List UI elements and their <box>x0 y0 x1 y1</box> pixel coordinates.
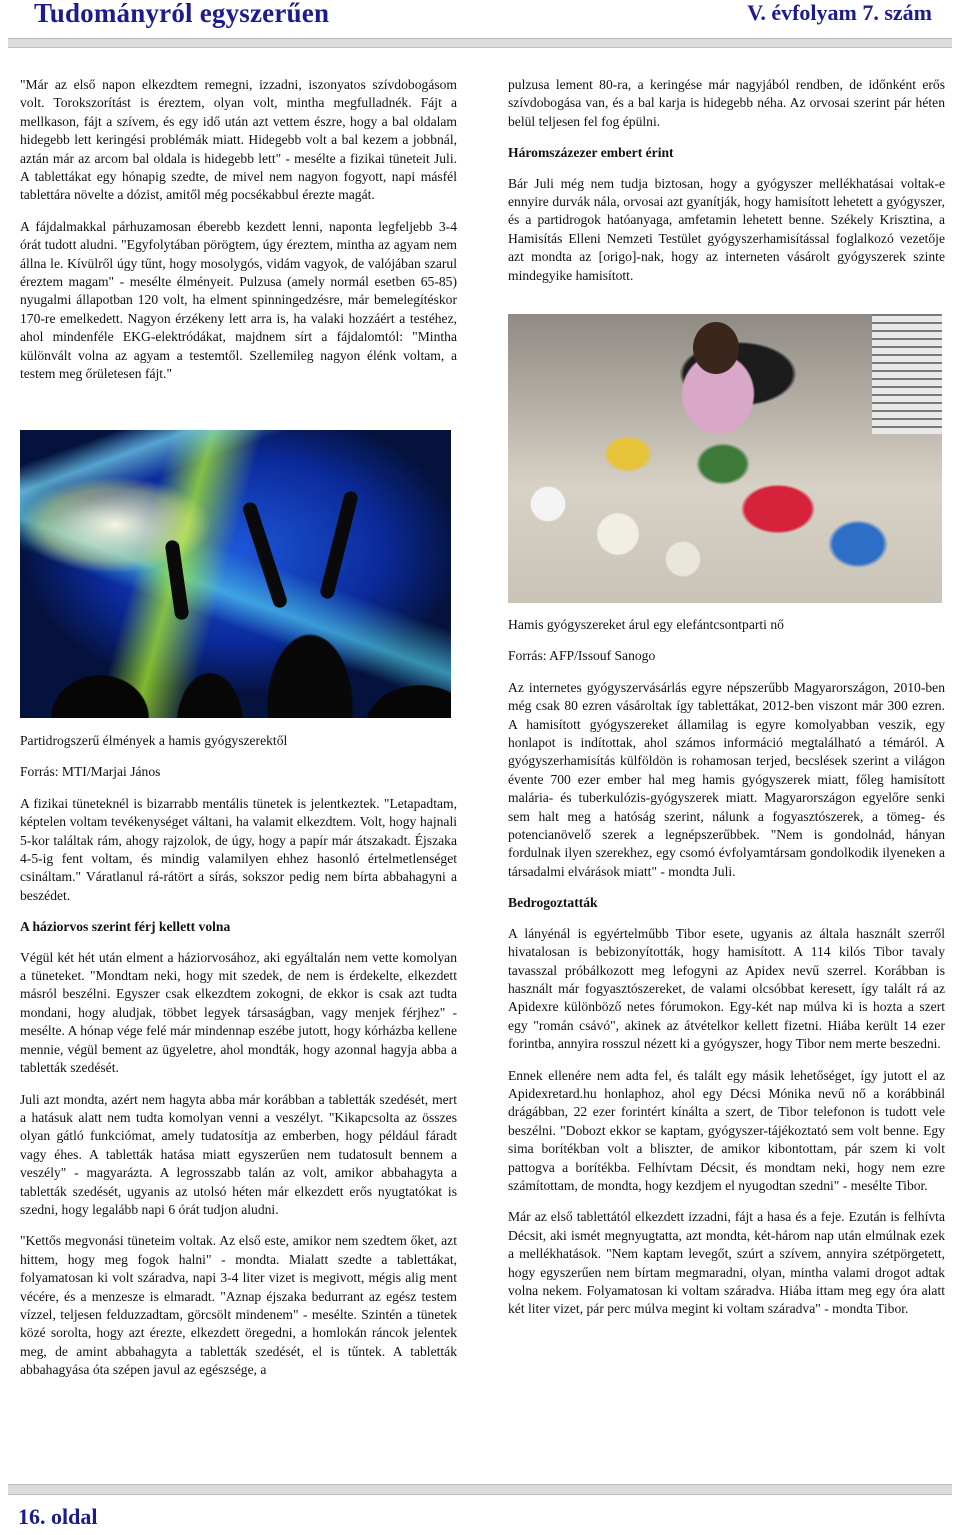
market-photo <box>508 314 942 603</box>
header-divider <box>8 38 952 48</box>
paragraph: pulzusa lement 80-ra, a keringése már nagyjából rendben, de időnként erős szívdobogása van, és a bal karja is hidegebb néha. Az orvosai szerint pár héten belül teljesen fel fog épülni. <box>508 77 945 129</box>
section-heading: Háromszázezer embert érint <box>508 145 674 161</box>
footer-divider <box>8 1484 952 1495</box>
photo-credit: Forrás: AFP/Issouf Sanogo <box>508 648 656 664</box>
section-heading: Bedrogoztatták <box>508 895 598 911</box>
issue-label: V. évfolyam 7. szám <box>747 0 932 25</box>
right-column-bottom <box>508 616 945 1332</box>
photo-caption: Hamis gyógyszereket árul egy elefántcsontparti nő <box>508 617 784 632</box>
right-column-top <box>508 76 945 298</box>
stall-shelves <box>872 314 942 434</box>
paragraph: A fájdalmakkal párhuzamosan éberebb kezdett lenni, naponta legfeljebb 3-4 órát tudott aludni. "Egyfolytában pörögtem, úgy éreztem, mintha az agyam nem állna le. Kívülről úgy tűnt, hogy mosolygós, vidám vagyok, de valójában szarul éreztem magam" - mesélte élményeit. Pulzusa (amely normál esetben 65-85) nyugalmi állapotban 120 volt, ha elment spinningedzésre, már bemelegítéskor 170-re emelkedett. Nagyon érzékeny lett arra is, ha valaki hozzáért a testéhez, ahol mindenféle EKG-elektródákat, majdnem sírt a fájdalomtól: "Mintha különvált volna az agyam a testemtől. Szellemileg nagyon élénk voltam, a testem meg őrületesen fájt." <box>20 218 457 382</box>
magazine-title: Tudományról egyszerűen <box>34 0 330 28</box>
crowd-silhouette <box>20 558 451 718</box>
paragraph: Bár Juli még nem tudja biztosan, hogy a gyógyszer mellékhatásai voltak-e ennyire durvák nála, orvosai azt gyanítják, hogy hamisított lehetett a gyógyszer, és a partidrogok hatóanyaga, amfetamin lehetett benne. Székely Krisztina, a Hamisítás Elleni Nemzeti Testület gyógyszerhamisítással foglalkozó vezetője azt mondta az [origo]-nak, hogy az interneten vásárolt gyógyszerek szinte mindegyike hamisított. <box>508 175 945 283</box>
page-number: 16. oldal <box>18 1504 98 1529</box>
paragraph: Ennek ellenére nem adta fel, és talált egy másik lehetőséget, így jutott el az Apidexretard.hu honlaphoz, ahol egy Décsi Mónika nevű nő a korábbinál drágábban, 22 ezer forintért kínálta a szert, de Tibor telefonon is tudott vele beszélni. "Dobozt ekkor se kaptam, gyógyszer-tájékoztató sem volt benne. Egy sima borítékban volt a bliszter, de amikor kibontottam, pár szem ki volt pattogva a borítékba. Felhívtam Décsit, és mondtam neki, hogy nem ezre számítottam, de mondta, hogy kezdjem el nyugodtan szedni" - mesélte Tibor. <box>508 1067 945 1193</box>
left-column-top <box>20 76 457 397</box>
vendor-head <box>693 322 739 374</box>
left-column-bottom <box>20 732 457 1393</box>
paragraph: Az internetes gyógyszervásárlás egyre népszerűbb Magyarországon, 2010-ben még csak 80 ezren vásároltak így tablettákat, 2012-ben viszont már 300 ezren. A hamisított gyógyszereket államilag is egyre komolyabban veszik, egy honlapot is indítottak, ahol számos információ megtalálható a témáról. A gyógyszerhamisítás külföldön is rohamosan terjed, becslések szerint a világon évente 700 ezer ember hal meg hamis gyógyszerek miatt, főleg hamisított malária- és tuberkulózis-gyógyszerek miatt. Magyarországon egyelőre senki sem halt meg a hatóság szerint, nálunk a fogyasztószerek, a tömeg- és potencianövelő szerek a legnépszerűbbek. "Nem is gondolnád, hányan fordulnak ilyen szerekhez, egy csomó évfolyamtársam gondolkodik ilyeneken a társadalmi elvárások miatt" - mondta Juli. <box>508 679 945 879</box>
paragraph: Juli azt mondta, azért nem hagyta abba már korábban a tabletták szedését, mert a hatásuk alatt nem tudta komolyan venni a veszélyt. "Kikapcsolta az összes olyan gátló funkciómat, amely tudatosítja az emberben, hogy például fáradt vagy éhes. A tabletták hatása miatt egyszerűen nem tudatosult bennem a veszély" - magyarázta. A legrosszabb talán az volt, amikor abbahagyta a tabletták szedését, ugyanis az utolsó héten már elkezdett erős nyugtatókat is szedni, hogy legalább napi 6 órát tudjon aludni. <box>20 1091 457 1217</box>
paragraph: A fizikai tüneteknél is bizarrabb mentális tünetek is jelentkeztek. "Letapadtam, képtelen voltam tevékenységet váltani, ha valamit elkezdtem. Volt, hogy hajnali 5-kor találtak rám, ahogy rajzolok, de úgy, hogy a papír már átszakadt. Éjszaka 4-5-ig fent voltam, és mindig valamilyen ehhez hasonló értelmetlenséget csináltam." Váratlanul rá-rátört a sírás, sokszor pedig nem bírta abbahagyni a beszédet. <box>20 795 457 903</box>
party-photo <box>20 430 451 718</box>
photo-credit: Forrás: MTI/Marjai János <box>20 764 161 780</box>
section-heading: A háziorvos szerint férj kellett volna <box>20 919 231 935</box>
paragraph: Már az első tablettától elkezdett izzadni, fájt a hasa és a feje. Ezután is felhívta Décsit, aki ismét megnyugtatta, azt mondta, két-három nap után elmúlnak ezek a mellékhatások. "Nem kaptam levegőt, szúrt a szívem, annyira szétpörgetett, hogy egyszerűen nem bírtam megmaradni, olyan, mintha valami drogot adtak volna nekem. Folyamatosan ki voltam száradva. Hiába ittam meg egy óra alatt két liter vizet, pár perc múlva megint ki voltam száradva" - mondta Tibor. <box>508 1209 945 1317</box>
paragraph: Végül két hét után elment a háziorvosához, aki egyáltalán nem vette komolyan a tüneteket. "Mondtam neki, hogy mit szedek, de nem is érdekelte, elkezdett másról beszélni. Egyszer csak elkezdtem zokogni, de ekkor is csak azt tudta mondani, hogy aludjak, többet legyek társaságban, vagy menjek férjhez" - mesélte. A hónap vége felé már mindennap eszébe jutott, hogy kórházba kellene mennie, végül bement az ügyeletre, ahol mondták, hogy azonnal hagyja abba a tabletták szedését. <box>20 949 457 1076</box>
paragraph: A lányénál is egyértelműbb Tibor esete, ugyanis az általa használt szerről hivatalosan is bebizonyították, hogy hamisított. A 114 kilós Tibor tavaly tavasszal próbálkozott meg lefogyni az Apidex nevű szerrel. Korábban is használt már fogyasztószereket, de valami olcsóbbat keresett, így talált rá az Apidexre különböző netes fórumokon. Egy-két nap múlva ki is hozta a szert egy "román csávó", akinek az átvételkor kellett fizetni. Hiába került 14 ezer forintba, annyira rosszul nézett ki a gyógyszer, hogy Tibor nem merte beszedni. <box>508 925 945 1052</box>
paragraph: "Kettős megvonási tüneteim voltak. Az első este, amikor nem szedtem őket, azt hittem, hogy meg fogok halni" - mondta. Mialatt szedte a tablettákat, folyamatosan ki volt száradva, napi 3-4 liter vizet is megivott, mégis alig ment vécére, és a menzesze is elmaradt. "Aznap éjszaka bedurrant az egész testem vízzel, teljesen felduzzadtam, görcsölt mindenem" - mesélte. Szintén a tünetek közé sorolta, hogy azt érezte, elkezdett öregedni, a homlokán ráncok jelentek meg, de amint abbahagyta a tabletták szedését, el is tűntek. A tabletták abbahagyása óta szépen javul az egészsége, a <box>20 1233 457 1378</box>
paragraph: "Már az első napon elkezdtem remegni, izzadni, iszonyatos szívdobogásom volt. Torokszorítást is éreztem, olyan volt, mintha megfulladnék. Fájt a mellkason, fájt a szívem, és egy idő után azt vettem észre, hogy a bal oldalam hidegebb lett keringési problémák miatt. Hidegebb volt a bal kezem a jobbnál, aztán már az arcom bal oldala is hidegebb lett" - mesélte a fizikai tüneteit Juli. A tablettákat egy hónapig szedte, de mivel nem nagyon fogyott, napi másfél tablettára növelte a dózist, amitől még pocsékabbul érezte magát. <box>20 77 457 203</box>
photo-caption: Partidrogszerű élmények a hamis gyógyszerektől <box>20 733 288 748</box>
